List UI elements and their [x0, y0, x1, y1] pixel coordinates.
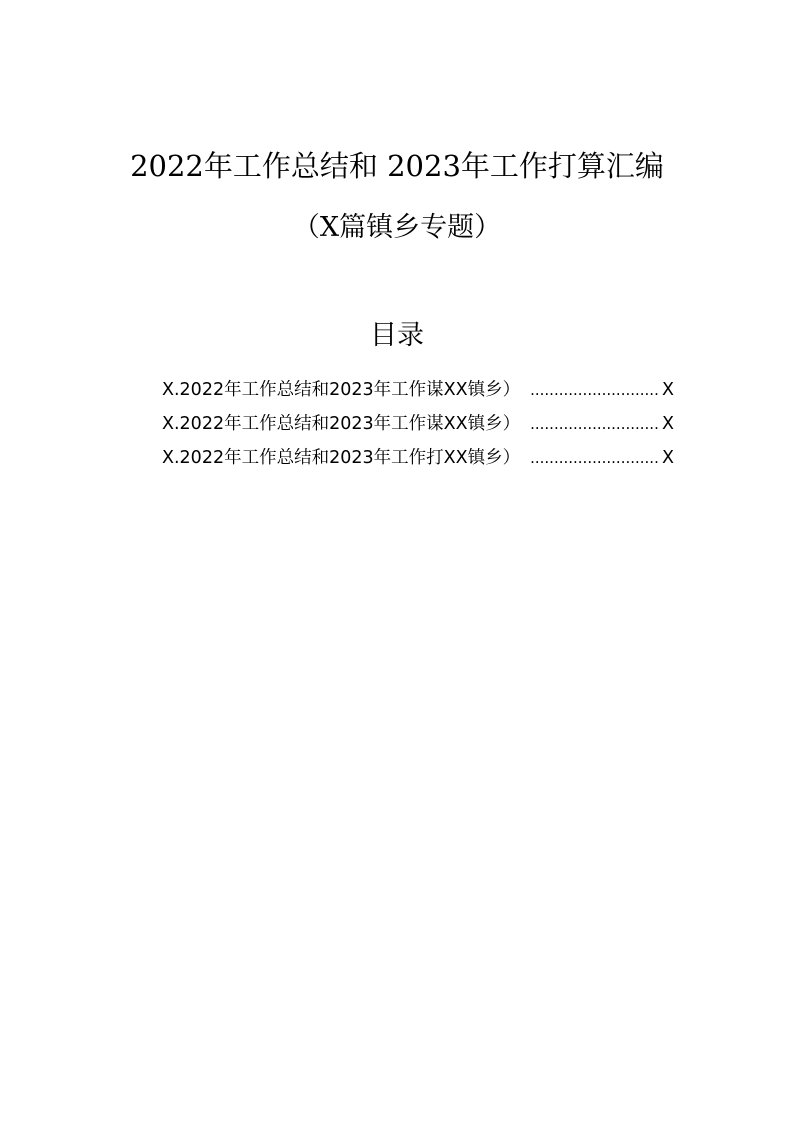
document-subtitle: （X篇镇乡专题）: [292, 212, 502, 243]
toc-dot-leader: [530, 376, 659, 404]
toc-entry[interactable]: [162, 376, 674, 410]
toc-entry-page: X: [662, 380, 674, 400]
toc-entry-page: X: [662, 448, 674, 468]
toc-entry-text: X.2022年工作总结和2023年工作谋XX镇乡）: [162, 380, 521, 400]
toc-entry-page: X: [662, 414, 674, 434]
table-of-contents: [162, 376, 674, 478]
toc-dot-leader: [530, 410, 659, 438]
toc-heading: 目录: [370, 320, 424, 351]
toc-entry[interactable]: [162, 444, 674, 478]
toc-entry-text: X.2022年工作总结和2023年工作谋XX镇乡）: [162, 414, 521, 434]
document-title: 2022年工作总结和 2023年工作打算汇编: [130, 149, 664, 183]
toc-entry[interactable]: [162, 410, 674, 444]
toc-dot-leader: [530, 444, 659, 472]
toc-entry-text: X.2022年工作总结和2023年工作打XX镇乡）: [162, 448, 521, 468]
